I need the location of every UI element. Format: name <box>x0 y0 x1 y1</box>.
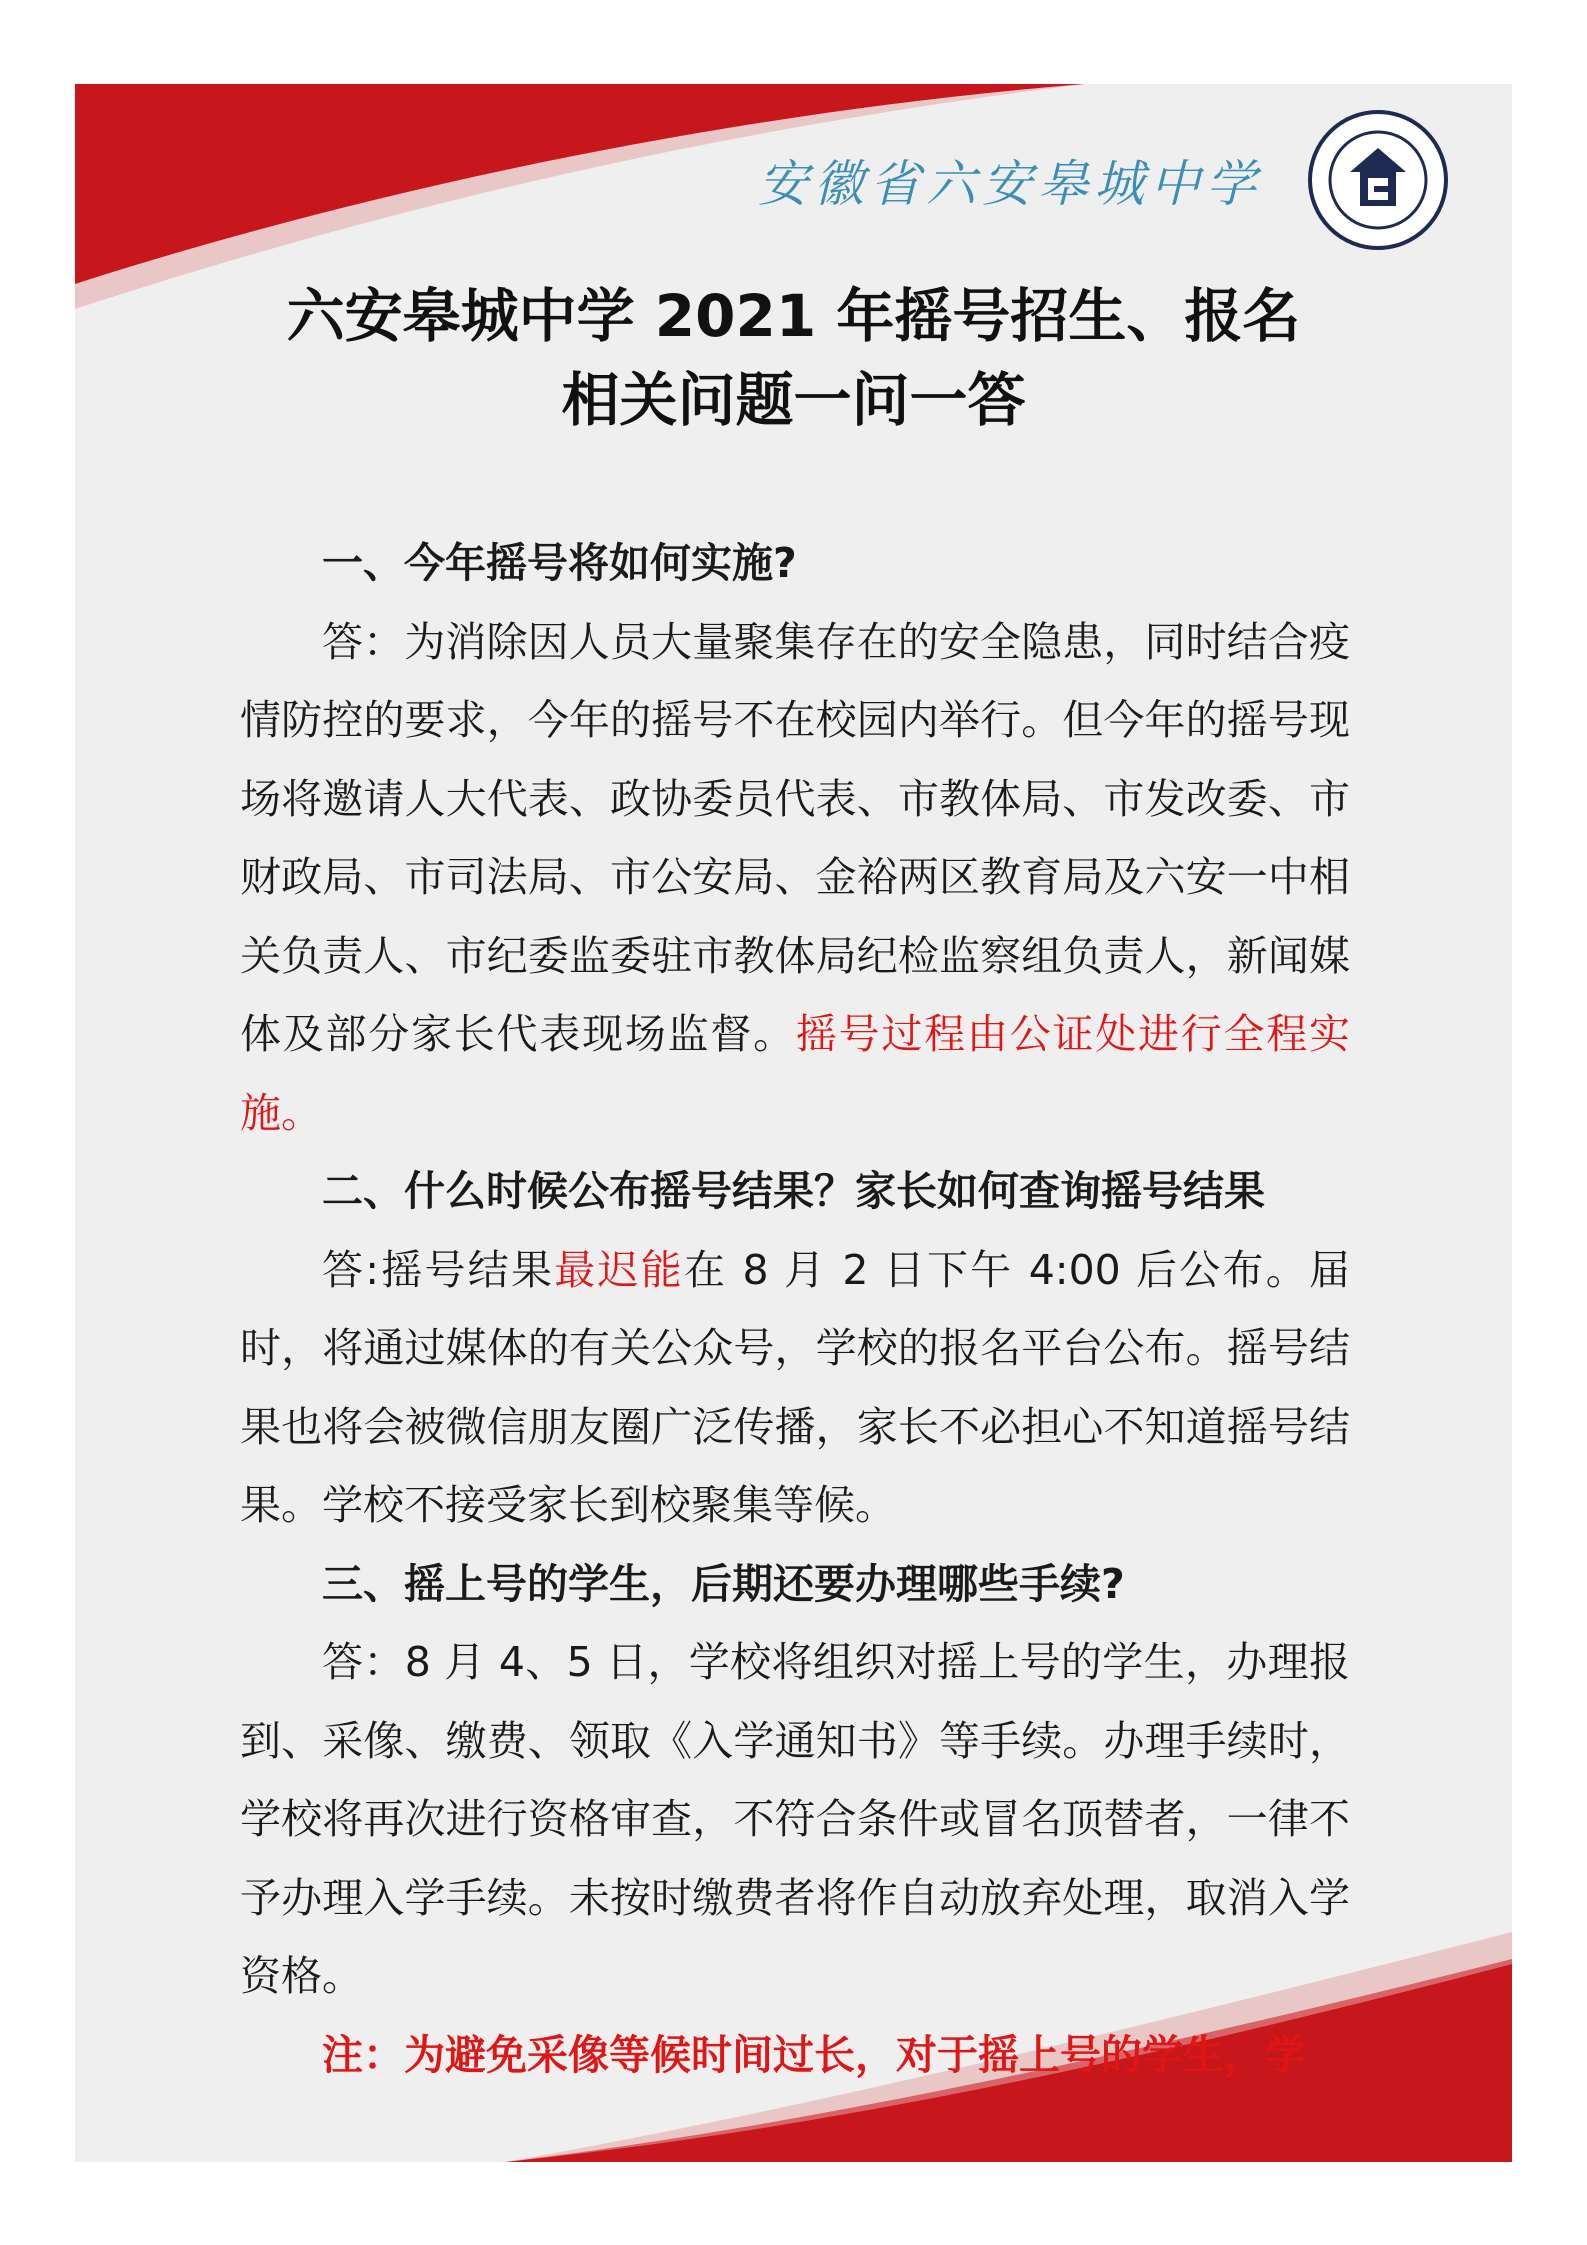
section-2-heading: 二、什么时候公布摇号结果？家长如何查询摇号结果 <box>322 1167 1265 1215</box>
school-seal-icon <box>1308 110 1448 250</box>
document-body <box>240 524 1350 2094</box>
school-name-calligraphy: 安徽省六安皋城中学 <box>758 155 1262 213</box>
document-title <box>75 274 1512 442</box>
section-2-answer-pre: 答:摇号结果 <box>322 1245 555 1294</box>
section-2-answer-highlight: 最迟能 <box>554 1245 684 1294</box>
section-3-answer: 答：8 月 4、5 日，学校将组织对摇上号的学生，办理报到、采像、缴费、领取《入学通知书》等手续。办理手续时，学校将再次进行资格审查，不符合条件或冒名顶替者，一律不予办理入学手续。未按时缴费者将作自动放弃处理，取消入学资格。 <box>240 1638 1350 2000</box>
note-text: 注：为避免采像等候时间过长，对于摇上号的学生，学 <box>322 2030 1306 2079</box>
document-page <box>75 84 1512 2162</box>
section-2-answer-post: 在 8 月 2 日下午 4:00 后公布。届时，将通过媒体的有关公众号，学校的报名平台公布。摇号结果也将会被微信朋友圈广泛传播，家长不必担心不知道摇号结果。学校不接受家长到校聚集等候。 <box>240 1245 1350 1529</box>
section-1-answer-highlight: 摇号过程由公证处进行全程实施。 <box>240 1010 1351 1137</box>
section-3-heading: 三、摇上号的学生，后期还要办理哪些手续? <box>322 1559 1125 1608</box>
section-1-answer <box>240 603 1350 1153</box>
section-2-answer <box>240 1231 1350 1545</box>
section-1-answer-text: 答：为消除因人员大量聚集存在的安全隐患，同时结合疫情防控的要求，今年的摇号不在校园内举行。但今年的摇号现场将邀请人大代表、政协委员代表、市教体局、市发改委、市财政局、市司法局、市公安局、金裕两区教育局及六安一中相关负责人、市纪委监委驻市教体局纪检监察组负责人，新闻媒体及部分家长代表现场监督。 <box>240 617 1350 1058</box>
title-line-1: 六安皋城中学 2021 年摇号招生、报名 <box>286 282 1301 350</box>
section-1-heading: 一、今年摇号将如何实施? <box>322 539 797 587</box>
title-line-2: 相关问题一问一答 <box>561 366 1026 434</box>
